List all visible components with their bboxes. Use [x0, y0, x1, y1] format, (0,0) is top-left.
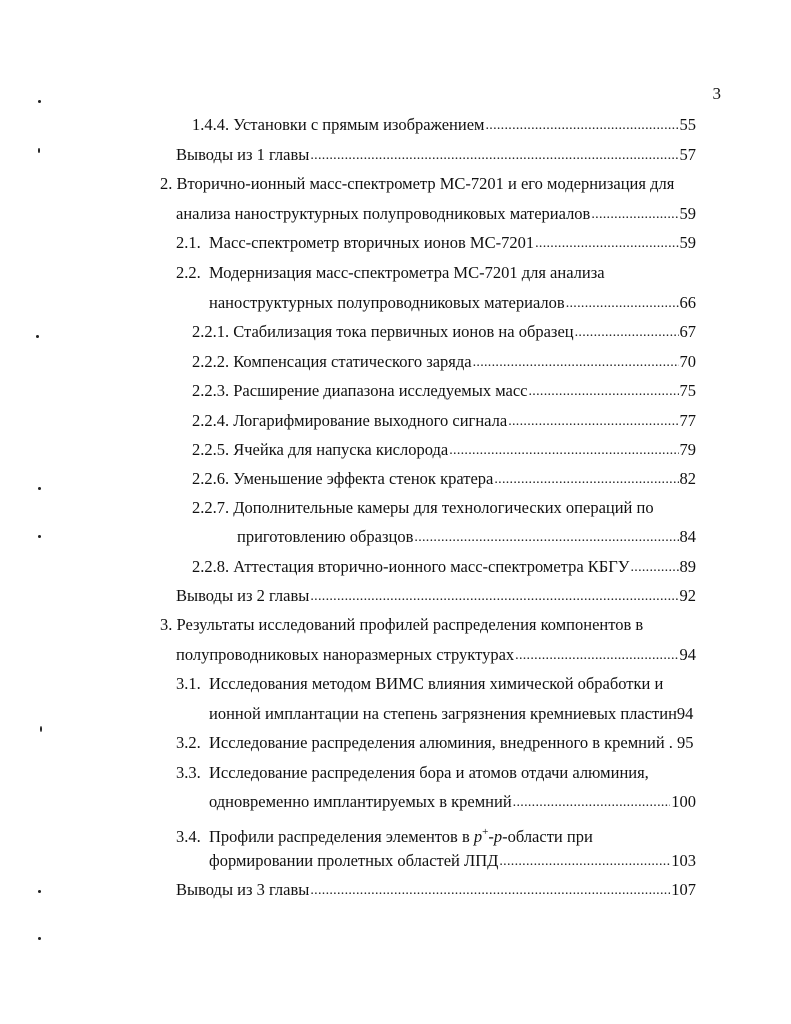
scan-speck	[38, 148, 40, 153]
toc-page-number: 95	[677, 733, 694, 752]
page-number: 3	[712, 84, 721, 103]
toc-entry-text: формировании пролетных областей ЛПД	[209, 851, 499, 870]
dot-leader	[414, 525, 678, 549]
toc-entry-text: Модернизация масс-спектрометра МС-7201 для анализа	[209, 263, 605, 282]
toc-entry-text: 2.2.1. Стабилизация тока первичных ионов на образец	[192, 322, 574, 341]
dot-leader	[591, 202, 678, 226]
dot-leader	[494, 467, 678, 491]
toc-page-number: 92	[679, 586, 696, 605]
toc-entry-2-2-8	[192, 556, 696, 580]
dot-leader	[513, 790, 671, 814]
hyphen: -	[488, 827, 494, 846]
scan-speck	[36, 335, 39, 338]
toc-entry-3-3-line2	[209, 791, 696, 815]
dot-leader	[449, 438, 678, 462]
toc-entry-text: наноструктурных полупроводниковых материалов	[209, 293, 565, 312]
toc-entry-text: Вторично-ионный масс-спектрометр МС-7201 и его модернизация для	[176, 174, 675, 193]
toc-page-number: 66	[679, 293, 696, 312]
toc-entry-2-1	[176, 232, 696, 256]
scan-speck	[38, 890, 41, 893]
toc-entry-text: Исследование распределения алюминия, внедренного в кремний	[209, 733, 665, 752]
p-type-symbol: p	[473, 827, 483, 846]
toc-entry-number: 3.2.	[176, 733, 201, 752]
dot-leader	[566, 291, 679, 315]
toc-entry-number: 2.	[160, 174, 173, 193]
toc-entry-2-2-7-line2	[237, 526, 696, 550]
toc-entry-1-4-4	[192, 114, 696, 138]
dot-leader	[529, 379, 679, 403]
toc-entry-text: 2.2.5. Ячейка для напуска кислорода	[192, 440, 449, 459]
dot-leader	[508, 409, 678, 433]
toc-entry-text: Дополнительные камеры для технологических операций по	[233, 498, 654, 517]
dot-leader	[630, 555, 678, 579]
dot-leader	[515, 643, 678, 667]
toc-entry-text: 1.4.4. Установки с прямым изображением	[192, 115, 485, 134]
toc-entry-text: 2.1. Масс-спектрометр вторичных ионов МС-7201	[176, 233, 535, 252]
dot-leader	[485, 113, 678, 137]
toc-entry-2-2-1	[192, 321, 696, 345]
toc-entry-text: 2.2.2. Компенсация статического заряда	[192, 352, 472, 371]
superscript-plus: +	[482, 826, 489, 838]
toc-entry-chapter-2-line2	[176, 203, 696, 227]
toc-page-number: 100	[671, 792, 696, 811]
toc-entry-number: 3.4.	[176, 827, 201, 846]
dot-leader	[575, 320, 679, 344]
toc-page-number: 82	[679, 469, 696, 488]
toc-page-number: 89	[679, 557, 696, 576]
toc-page-number: 77	[679, 411, 696, 430]
toc-entry-text: одновременно имплантируемых в кремний	[209, 792, 512, 811]
toc-page-number: 84	[679, 527, 696, 546]
dot-leader	[535, 231, 678, 255]
toc-entry-text: полупроводниковых наноразмерных структурах	[176, 645, 515, 664]
toc-entry-text: приготовлению образцов	[237, 527, 414, 546]
toc-page-number: 67	[679, 322, 696, 341]
toc-entry-conclusions-1	[176, 144, 696, 168]
toc-page-number: 94	[679, 645, 696, 664]
toc-entry-number: 2.2.7.	[192, 498, 230, 517]
toc-entry-2-2-5	[192, 439, 696, 463]
toc-entry-chapter-3-line2	[176, 644, 696, 668]
toc-entry-3-2: 3.2. Исследование распределения алюминия, внедренного в кремний . 95	[176, 733, 694, 752]
toc-page-number: 55	[679, 115, 696, 134]
toc-entry-3-1-line2	[209, 703, 693, 725]
toc-entry-number: 3.1.	[176, 674, 201, 693]
toc-entry-text: ионной имплантации на степень загрязнения кремниевых пластин	[209, 704, 677, 723]
toc-entry-number: 3.	[160, 615, 173, 634]
toc-entry-chapter-3-line1	[160, 614, 696, 636]
dot-leader	[310, 143, 678, 167]
toc-entry-number: 2.2.	[176, 263, 201, 282]
toc-entry-3-4-line2	[209, 850, 696, 874]
toc-entry-conclusions-2	[176, 585, 696, 609]
scan-speck	[40, 726, 42, 732]
toc-page-number: 103	[671, 851, 696, 870]
toc-entry-text: 2.2.4. Логарифмирование выходного сигнала	[192, 411, 508, 430]
toc-entry-text: Выводы из 3 главы	[176, 880, 310, 899]
toc-entry-text: Выводы из 1 главы	[176, 145, 310, 164]
toc-entry-text: Результаты исследований профилей распределения компонентов в	[176, 615, 644, 634]
toc-entry-3-1-line1	[176, 673, 696, 695]
toc-entry-2-2-4	[192, 410, 696, 434]
toc-entry-text: -области при	[502, 827, 593, 846]
toc-entry-3-3-line1	[176, 762, 696, 784]
toc-entry-2-2-7-line1	[192, 497, 696, 519]
dot-leader	[499, 849, 670, 873]
toc-entry-2-2-2	[192, 351, 696, 375]
scan-speck	[38, 535, 41, 538]
toc-entry-text: 2.2.3. Расширение диапазона исследуемых масс	[192, 381, 528, 400]
toc-page-number: 59	[679, 233, 696, 252]
toc-entry-text: Исследование распределения бора и атомов отдачи алюминия,	[209, 763, 649, 782]
toc-page-number: 57	[679, 145, 696, 164]
scan-speck	[38, 937, 41, 940]
dot-leader	[310, 584, 678, 608]
toc-entry-text: 2.2.6. Уменьшение эффекта стенок кратера	[192, 469, 494, 488]
toc-page-number: 59	[679, 204, 696, 223]
toc-page-number: 79	[679, 440, 696, 459]
toc-entry-text: Профили распределения элементов в	[209, 827, 470, 846]
toc-entry-2-2-3	[192, 380, 696, 404]
p-type-symbol: p	[493, 827, 503, 846]
scan-speck	[38, 487, 41, 490]
toc-page-number: 70	[679, 352, 696, 371]
toc-entry-2-2-6	[192, 468, 696, 492]
toc-entry-3-4-line1	[176, 821, 696, 848]
toc-entry-text: Исследования методом ВИМС влияния химической обработки и	[209, 674, 664, 693]
toc-entry-text: 2.2.8. Аттестация вторично-ионного масс-спектрометра КБГУ	[192, 557, 630, 576]
toc-entry-conclusions-3	[176, 879, 696, 903]
toc-entry-text: Выводы из 2 главы	[176, 586, 310, 605]
dot-leader	[473, 350, 679, 374]
toc-page-number: 107	[671, 880, 696, 899]
toc-entry-text: анализа наноструктурных полупроводниковых материалов	[176, 204, 591, 223]
toc-entry-chapter-2-line1	[160, 173, 696, 195]
toc-entry-number: 3.3.	[176, 763, 201, 782]
scan-speck	[38, 100, 41, 103]
dot-leader	[310, 878, 670, 902]
toc-page-number: 94	[676, 704, 694, 723]
toc-entry-2-2-line2	[209, 292, 696, 316]
toc-entry-2-2-line1	[176, 262, 696, 284]
toc-page-number: 75	[679, 381, 696, 400]
